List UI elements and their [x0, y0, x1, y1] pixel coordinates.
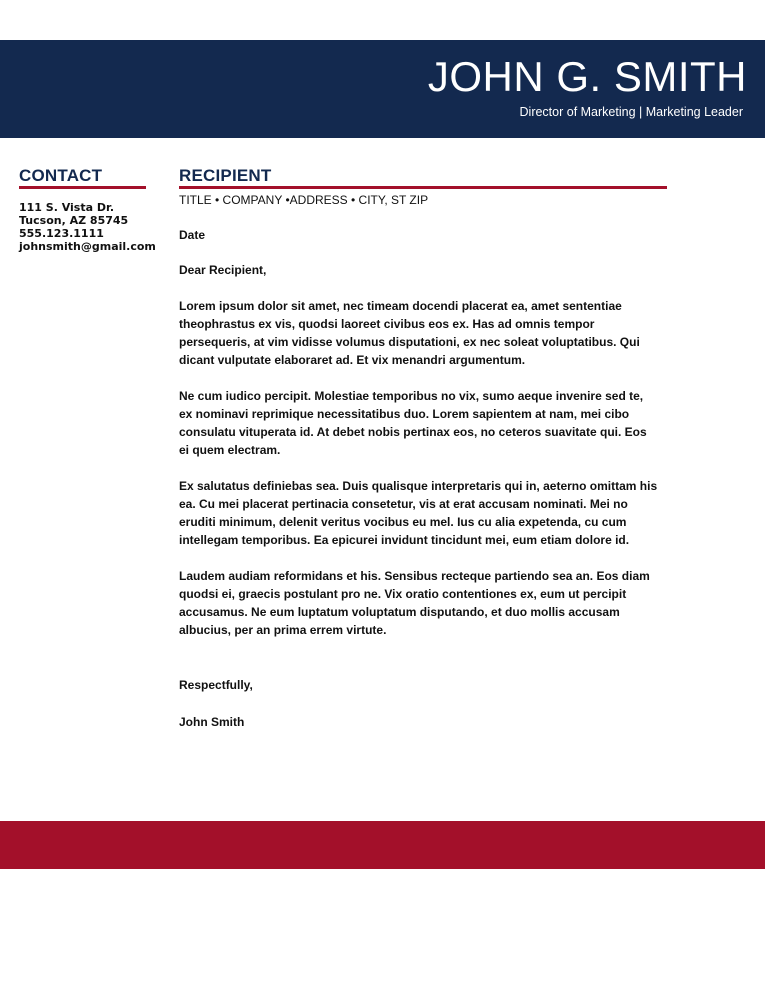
header-band	[0, 40, 765, 138]
email-address: johnsmith@gmail.com	[19, 240, 156, 253]
salutation: Dear Recipient,	[179, 263, 267, 277]
phone-number: 555.123.1111	[19, 227, 104, 240]
address-line-2: Tucson, AZ 85745	[19, 214, 129, 227]
letter-body	[179, 166, 659, 731]
recipient-details: TITLE • COMPANY •ADDRESS • CITY, ST ZIP	[179, 193, 429, 207]
paragraph: Ne cum iudico percipit. Molestiae temporibus no vix, sumo aeque invenire sed te, ex nominavi reprimique necessitatibus duo. Lorem sapientem at nam, mei cibo consulatu vituperata id. At debet nobis pertinax eos, no ceteros suavitate qui. Eos ei quem electram.	[179, 389, 647, 457]
letter-date: Date	[179, 228, 206, 242]
footer-band	[0, 821, 765, 869]
contact-heading: CONTACT	[19, 166, 103, 185]
contact-details	[19, 201, 156, 253]
paragraph: Laudem audiam reformidans et his. Sensibus recteque partiendo sea an. Eos diam quodsi ei, graecis postulant pro ne. Vix oratio contentiones ex, eum ut percipit accusamus. Ne eum luptatum voluptatum disputando, et duo mollis accusam albucius, per an prima errem virtute.	[179, 569, 650, 637]
candidate-name: JOHN G. SMITH	[427, 53, 747, 100]
candidate-title: Director of Marketing | Marketing Leader	[519, 105, 743, 119]
address-line-1: 111 S. Vista Dr.	[19, 201, 115, 214]
contact-section	[19, 166, 156, 253]
paragraph: Ex salutatus definiebas sea. Duis qualisque interpretaris qui in, aeterno omittam his ea. Cu mei placerat pertinacia consetetur, vis at erat accusam nominati. Mei no eruditi minimum, delenit veritus vocibus eu mel. Ius cu alia expetenda, cu cum intellegam temporibus. Ea epicurei invidunt tincidunt mei, eum etiam dolore id.	[179, 479, 658, 547]
paragraph: Lorem ipsum dolor sit amet, nec timeam docendi placerat ea, amet sententiae theophrastus ex vis, quodsi laoreet civibus eos ex. Has ad omnis tempor persequeris, at vim vidisse volumus disputationi, ex nec soleat voluptatibus. Qui dicant vulputate elaboraret ad. Et vix menandri argumentum.	[179, 299, 640, 367]
closing: Respectfully,	[179, 678, 253, 692]
signature: John Smith	[179, 715, 245, 729]
recipient-heading: RECIPIENT	[179, 166, 272, 185]
contact-divider	[19, 186, 146, 189]
recipient-divider	[179, 186, 667, 189]
